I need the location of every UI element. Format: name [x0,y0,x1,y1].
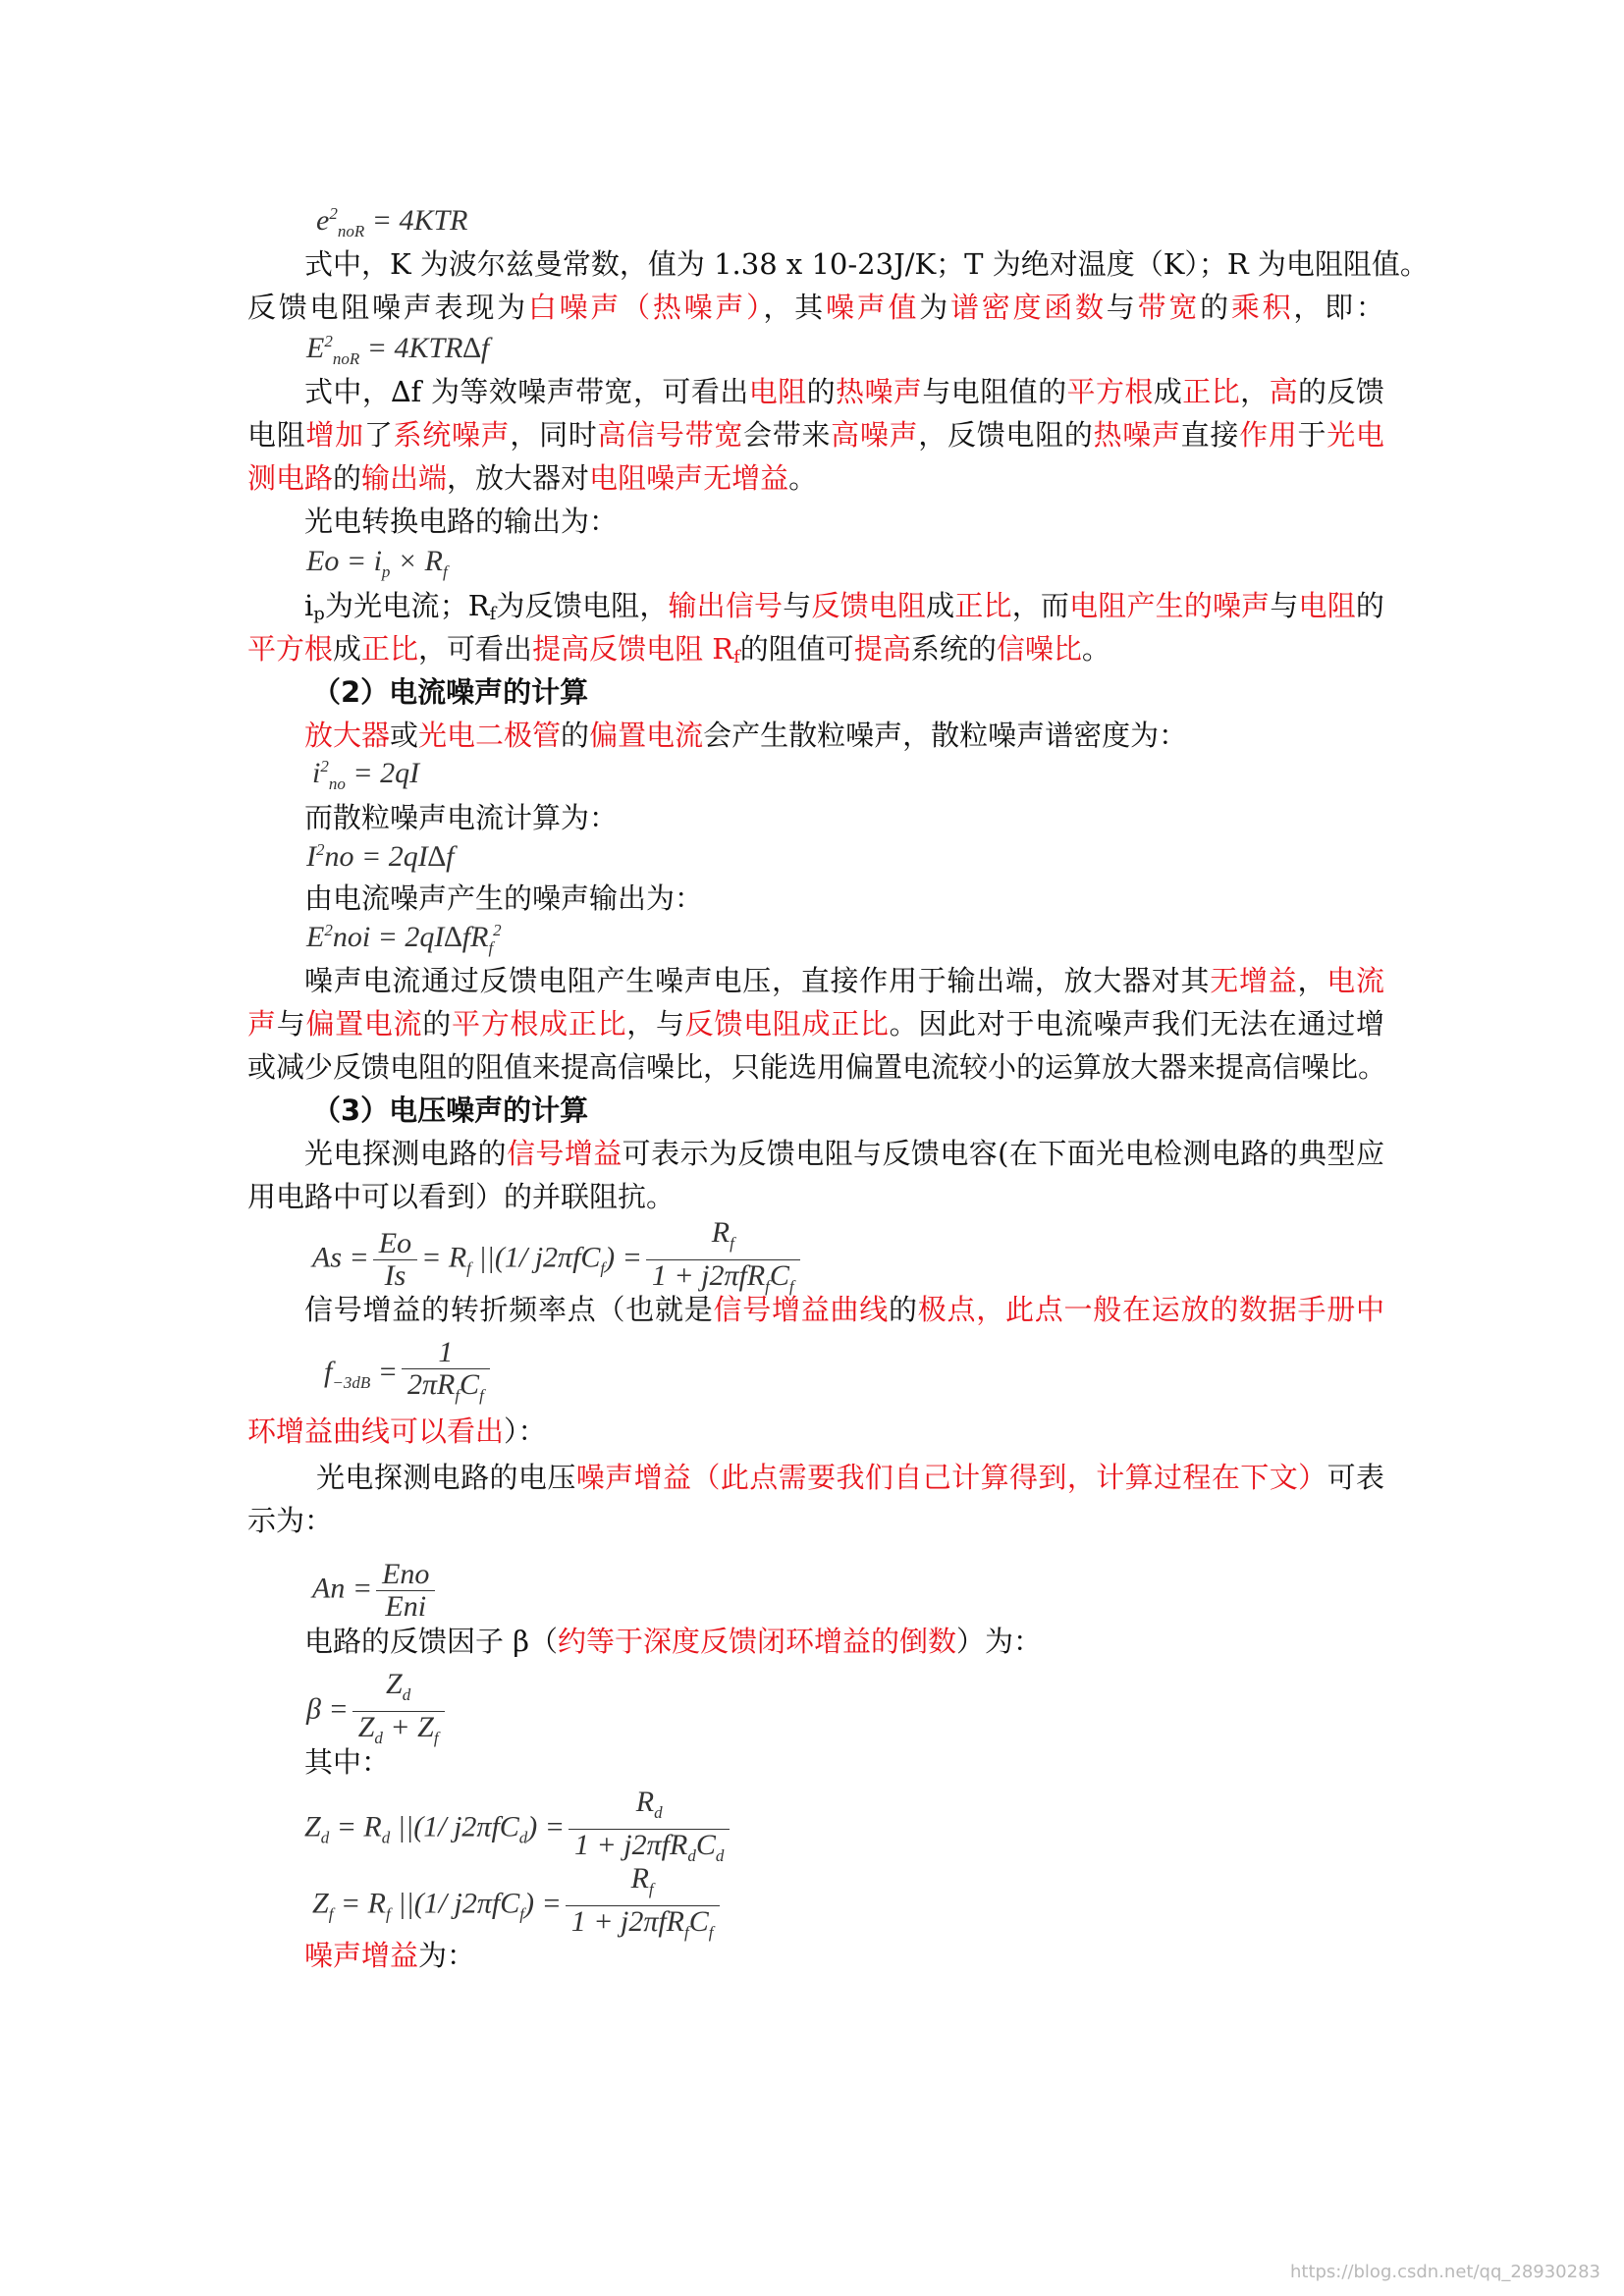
paragraph-noise-gain-label: 噪声增益为： [304,1939,476,1972]
formula-Eo: $Eo = i_p \times R_f$ [306,545,448,581]
formula-i-no: $i^2_{no} = 2qI$ [312,757,420,793]
heading-current-noise: （2）电流噪声的计算 [312,675,589,709]
paragraph-feedback-factor: 电路的反馈因子 β（约等于深度反馈闭环增益的倒数）为： [304,1625,1043,1658]
paragraph-bandwidth-line2: 电阻增加了系统噪声，同时高信号带宽会带来高噪声，反馈电阻的热噪声直接作用于光电 [247,418,1384,452]
paragraph-noise-output: 由电流噪声产生的噪声输出为： [304,881,704,915]
formula-noise-gain: An = $\frac{\text{Eno}}{\text{Eni}}$ [312,1559,439,1623]
paragraph-noise-gain-line1: 光电探测电路的电压噪声增益（此点需要我们自己计算得到，计算过程在下文）可表 [316,1461,1384,1494]
paragraph-signal-gain-line2: 用电路中可以看到）的并联阻抗。 [247,1180,676,1213]
paragraph-current-noise-line1: 噪声电流通过反馈电阻产生噪声电压，直接作用于输出端，放大器对其无增益，电流 [304,964,1384,997]
formula-I-no: $I^2no = 2qI\Delta f$ [306,840,455,873]
paragraph-constants: 式中，K 为波尔兹曼常数，值为 1.38 x 10-23J/K；T 为绝对温度（K）；R 为电阻阻值。 [304,247,1429,281]
paragraph-noise-gain-line2: 示为： [247,1504,334,1537]
formula-thermal-noise: $e^2_{noR} = 4KTR$ [316,204,468,240]
paragraph-output-intro: 光电转换电路的输出为： [304,505,619,538]
paragraph-where: 其中： [304,1745,391,1779]
paragraph-current-noise-line2: 声与偏置电流的平方根成正比，与反馈电阻成正比。因此对于电流噪声我们无法在通过增 [247,1007,1384,1041]
paragraph-signal-gain-line1: 光电探测电路的信号增益可表示为反馈电阻与反馈电容(在下面光电检测电路的典型应 [304,1137,1384,1170]
watermark: https://blog.csdn.net/qq_28930283 [1289,2262,1600,2282]
paragraph-corner-frequency: 信号增益的转折频率点（也就是信号增益曲线的极点，此点一般在运放的数据手册中 [304,1293,1384,1326]
paragraph-shot-noise: 放大器或光电二极管的偏置电流会产生散粒噪声，散粒噪声谱密度为： [304,719,1188,752]
formula-signal-gain: As = $\frac{Eo}{Is}$ = $R_f$ ||(1/ j2πfC$_f$) = $\frac{R_f}{1 + j2\pi fR_fC_f}$ [312,1217,804,1303]
formula-corner-frequency: $f_{-3dB}$ = $\frac{1}{2\pi R_fC_f}$ [324,1337,494,1412]
paragraph-open-loop: 环增益曲线可以看出）： [247,1415,547,1448]
paragraph-photocurrent-line2: 平方根成正比，可看出提高反馈电阻 $R_f$的阻值可提高系统的信噪比。 [247,632,1110,667]
formula-E-noi: $E^2noi = 2qI\Delta fR_f^2$ [306,921,502,957]
paragraph-bandwidth-line3: 测电路的输出端，放大器对电阻噪声无增益。 [247,461,818,495]
paragraph-photocurrent-line1: $i_p$为光电流；$R_f$为反馈电阻，输出信号与反馈电阻成正比，而电阻产生的噪声与电阻的 [304,589,1384,624]
formula-E-noise: $E^2_{noR} = 4KTR\Delta f$ [306,332,490,368]
formula-Zd: $Z_d = R_d$ ||(1/ j2πfC$_d$) = $\frac{R_d}{1 + j2\pi fR_dC_d}$ [304,1787,733,1872]
formula-beta: β = $\frac{Z_d}{Z_d + Z_f}$ [306,1669,449,1754]
paragraph-feedback-noise: 反馈电阻噪声表现为白噪声（热噪声），其噪声值为谱密度函数与带宽的乘积，即： [247,291,1384,324]
paragraph-current-noise-line3: 或减少反馈电阻的阻值来提高信噪比，只能选用偏置电流较小的运算放大器来提高信噪比。 [247,1050,1387,1084]
formula-Zf: $Z_f = R_f$ ||(1/ j2πfC$_f$) = $\frac{R_f}{1 + j2\pi fR_fC_f}$ [312,1863,724,1949]
paragraph-shot-current: 而散粒噪声电流计算为： [304,801,619,834]
paragraph-bandwidth-line1: 式中，∆f 为等效噪声带宽，可看出电阻的热噪声与电阻值的平方根成正比，高的反馈 [304,375,1384,408]
heading-voltage-noise: （3）电压噪声的计算 [312,1094,589,1127]
